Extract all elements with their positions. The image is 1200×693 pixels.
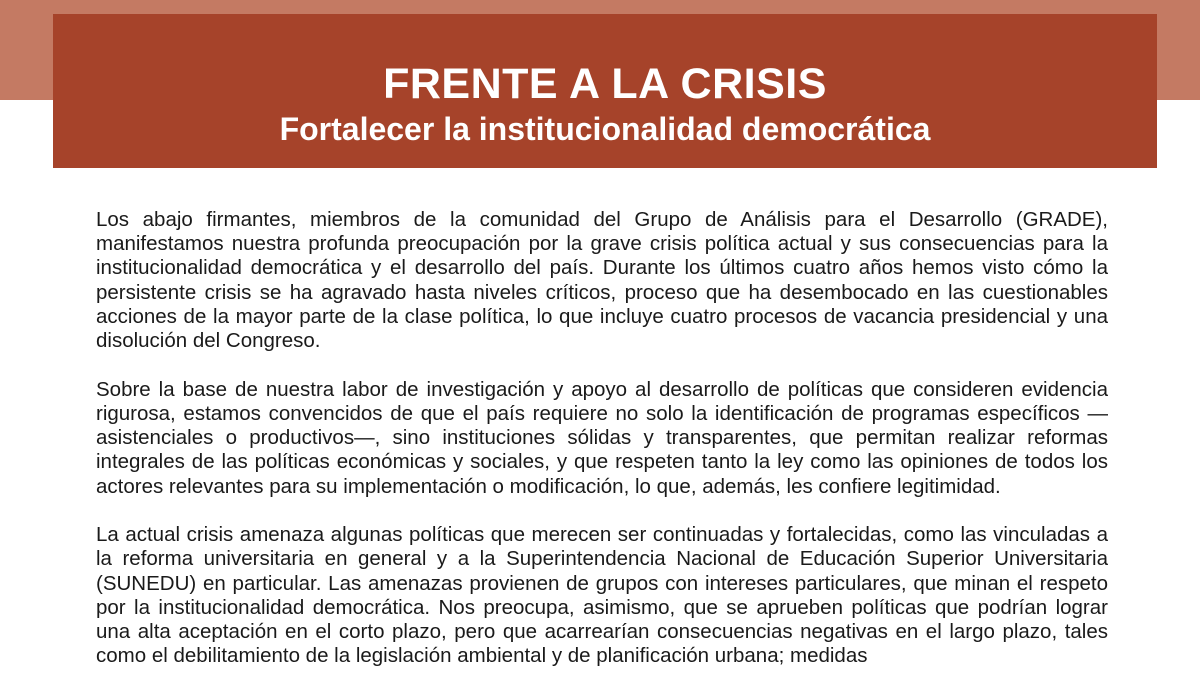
header-banner	[53, 14, 1157, 168]
paragraph-3: La actual crisis amenaza algunas políticas que merecen ser continuadas y fortalecidas, como las vinculadas a la reforma universitaria en general y a la Superintendencia Nacional de Educación Superior Universitaria (SUNEDU) en particular. Las amenazas provienen de grupos con intereses particulares, que minan el respeto por la institucionalidad democrática. Nos preocupa, asimismo, que se aprueben políticas que podrían lograr una alta aceptación en el corto plazo, pero que acarrearían consecuencias negativas en el largo plazo, tales como el debilitamiento de la legislación ambiental y de planificación urbana; medidas	[96, 523, 1108, 668]
paragraph-2: Sobre la base de nuestra labor de investigación y apoyo al desarrollo de políticas que consideren evidencia rigurosa, estamos convencidos de que el país requiere no solo la identificación de programas específicos —asistenciales o productivos—, sino instituciones sólidas y transparentes, que permitan realizar reformas integrales de las políticas económicas y sociales, y que respeten tanto la ley como las opiniones de todos los actores relevantes para su implementación o modificación, lo que, además, les confiere legitimidad.	[96, 377, 1108, 498]
statement-body	[96, 208, 1108, 693]
page-subtitle: Fortalecer la institucionalidad democrática	[279, 111, 931, 147]
page-title: FRENTE A LA CRISIS	[383, 60, 827, 108]
paragraph-1: Los abajo firmantes, miembros de la comunidad del Grupo de Análisis para el Desarrollo (GRADE), manifestamos nuestra profunda preocupación por la grave crisis política actual y sus consecuencias para la institucionalidad democrática y el desarrollo del país. Durante los últimos cuatro años hemos visto cómo la persistente crisis se ha agravado hasta niveles críticos, proceso que ha desembocado en las cuestionables acciones de la mayor parte de la clase política, lo que incluye cuatro procesos de vacancia presidencial y una disolución del Congreso.	[96, 208, 1108, 353]
